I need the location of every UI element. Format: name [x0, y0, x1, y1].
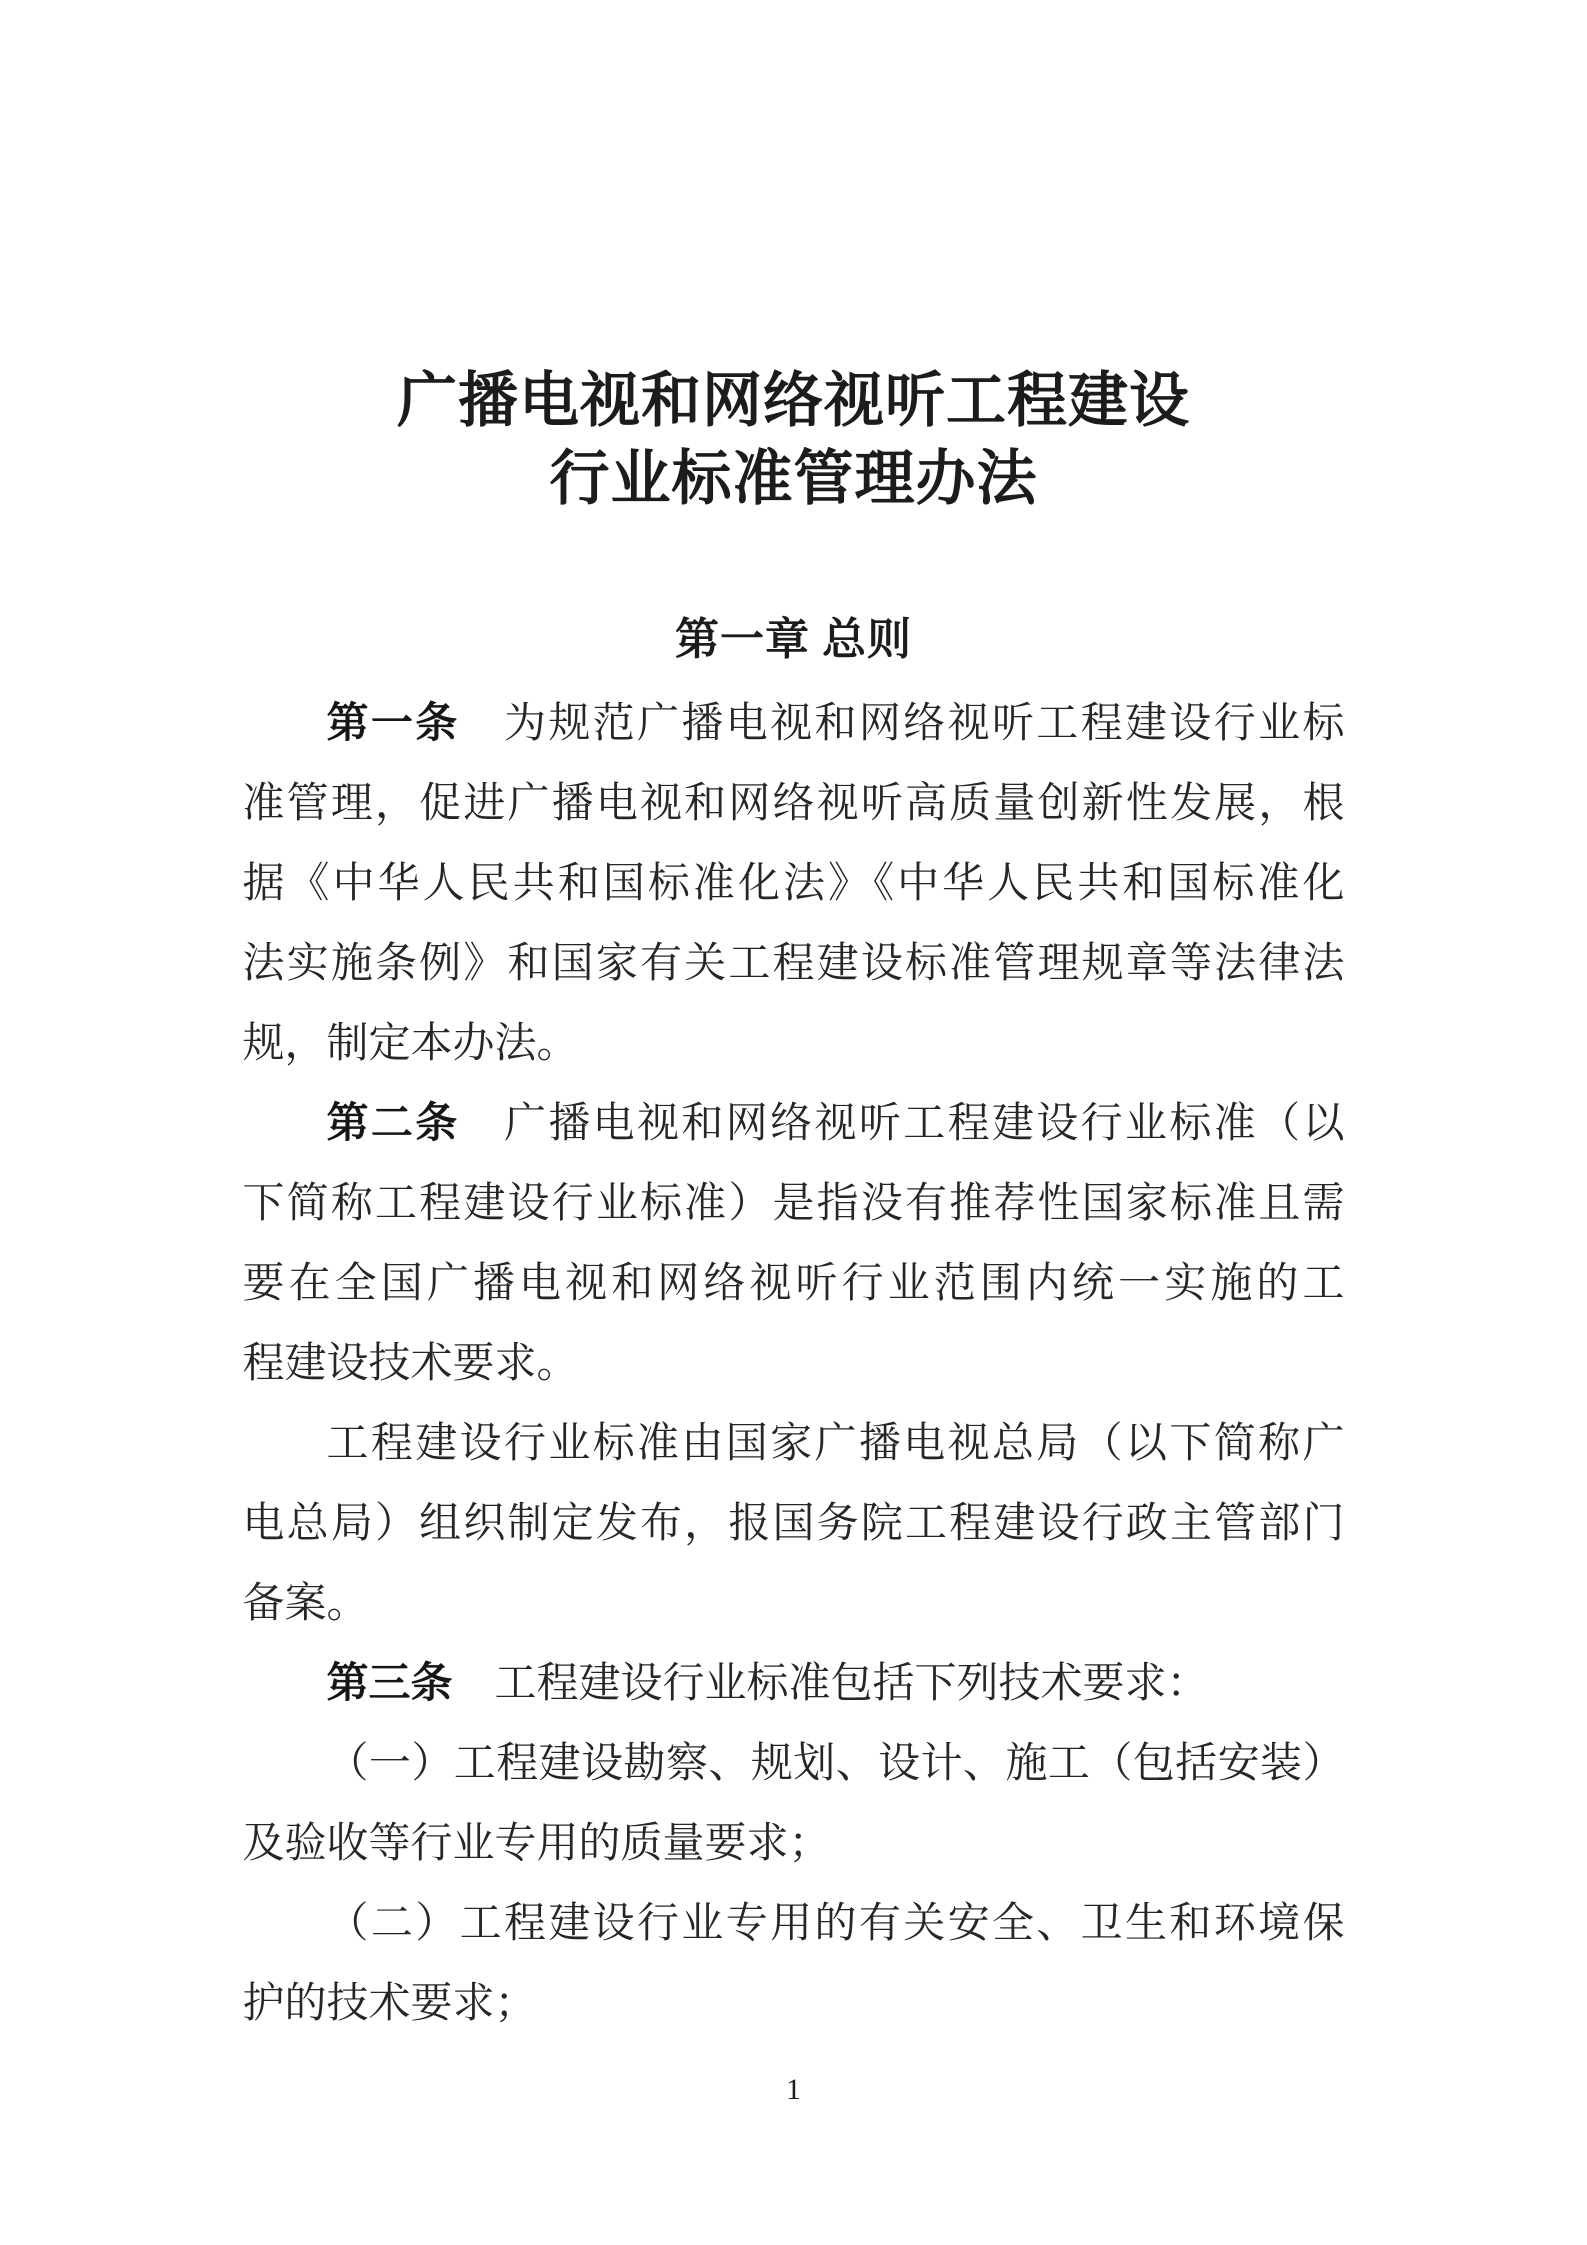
- body-line: [243, 1964, 1345, 2044]
- body-line: [243, 764, 1345, 844]
- chapter-heading: 第一章 总则: [675, 615, 912, 664]
- title-line-1: 广播电视和网络视听工程建设: [397, 368, 1190, 434]
- article-number: 第二条: [326, 1101, 460, 1147]
- line-text: 为规范广播电视和网络视听工程建设行业标: [459, 701, 1345, 747]
- body-line: [243, 1164, 1345, 1244]
- line-text: 准管理，促进广播电视和网络视听高质量创新性发展，根: [242, 781, 1345, 827]
- line-text: 电总局）组织制定发布，报国务院工程建设行政主管部门: [242, 1501, 1345, 1547]
- page-number: 1: [786, 2073, 801, 2106]
- line-text: 备案。: [242, 1581, 369, 1627]
- body-line: [243, 1484, 1345, 1564]
- document-title: [0, 362, 1587, 518]
- body-line: [243, 1564, 1345, 1644]
- article-number: 第三条: [326, 1661, 453, 1707]
- body-line: [243, 924, 1345, 1004]
- article-number: 第一条: [326, 701, 460, 747]
- line-text: （一）工程建设勘察、规划、设计、施工（包括安装）: [326, 1741, 1345, 1787]
- line-text: 广播电视和网络视听工程建设行业标准（以: [459, 1101, 1345, 1147]
- line-text: 要在全国广播电视和网络视听行业范围内统一实施的工: [242, 1261, 1345, 1307]
- line-text: 规，制定本办法。: [242, 1021, 579, 1067]
- body-line: [243, 1244, 1345, 1324]
- line-text: （二）工程建设行业专用的有关安全、卫生和环境保: [326, 1901, 1345, 1947]
- line-text: 护的技术要求；: [242, 1981, 537, 2027]
- body-line: [243, 1404, 1345, 1484]
- body-line: [243, 1004, 1345, 1084]
- line-text: 及验收等行业专用的质量要求；: [242, 1821, 831, 1867]
- body-line: [243, 684, 1345, 764]
- body-line: [243, 1324, 1345, 1404]
- line-text: 据《中华人民共和国标准化法》《中华人民共和国标准化: [242, 861, 1345, 907]
- line-text: 程建设技术要求。: [242, 1341, 579, 1387]
- body-line: [243, 844, 1345, 924]
- line-text: 工程建设行业标准包括下列技术要求：: [452, 1661, 1209, 1707]
- line-text: 工程建设行业标准由国家广播电视总局（以下简称广: [326, 1421, 1345, 1467]
- title-line-2: 行业标准管理办法: [549, 446, 1038, 512]
- body-line: [243, 1884, 1345, 1964]
- body-line: [243, 1084, 1345, 1164]
- body-line: [243, 1644, 1345, 1724]
- line-text: 法实施条例》和国家有关工程建设标准管理规章等法律法: [242, 941, 1345, 987]
- line-text: 下简称工程建设行业标准）是指没有推荐性国家标准且需: [242, 1181, 1345, 1227]
- document-body: [243, 684, 1345, 2044]
- body-line: [243, 1804, 1345, 1884]
- body-line: [243, 1724, 1345, 1804]
